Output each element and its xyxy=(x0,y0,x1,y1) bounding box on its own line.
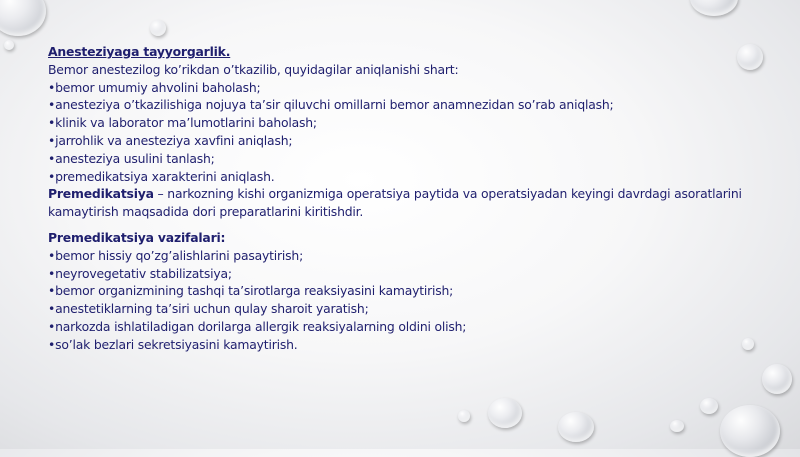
list-item: •premedikatsiya xarakterini aniqlash. xyxy=(48,168,275,184)
intro-text: Bemor anestezilog ko’rikdan o’tkazilib, quyidagilar aniqlanishi shart: xyxy=(48,61,459,77)
water-drop-decoration xyxy=(458,410,470,422)
list-item: •bemor hissiy qo’zg’alishlarini pasaytirish; xyxy=(48,247,304,263)
list-item: •bemor organizmining tashqi ta’sirotlarga reaksiyasini kamaytirish; xyxy=(48,283,454,299)
water-drop-decoration xyxy=(0,0,46,36)
water-drop-decoration xyxy=(4,40,14,50)
water-drop-decoration xyxy=(762,364,792,394)
list-item: •narkozda ishlatiladigan dorilarga allergik reaksiyalarning oldini olish; xyxy=(48,318,467,334)
water-drop-decoration xyxy=(720,405,780,457)
premed-paragraph xyxy=(48,185,768,221)
list-item: •anestetiklarning ta’siri uchun qulay sharoit yaratish; xyxy=(48,301,369,317)
list-item: •bemor umumiy ahvolini baholash; xyxy=(48,79,261,95)
list-item: •jarrohlik va anesteziya xavfini aniqlash; xyxy=(48,132,293,148)
section-heading: Anesteziyaga tayyorgarlik. xyxy=(48,44,231,59)
tasks-list xyxy=(48,247,768,354)
list-item: •klinik va laborator ma’lumotlarini baholash; xyxy=(48,115,317,131)
water-drop-decoration xyxy=(488,398,522,428)
water-drop-decoration xyxy=(150,20,166,36)
slide-content xyxy=(48,43,768,354)
premed-definition: – narkozning kishi organizmiga operatsiya paytida va operatsiyadan keyingi davrdagi asoratlarini kamaytirish maqsadida dori preparatlarini kiritishdir. xyxy=(48,186,742,220)
prep-list xyxy=(48,79,768,186)
tasks-heading: Premedikatsiya vazifalari: xyxy=(48,229,226,245)
list-item: •anesteziya o’tkazilishiga nojuya ta’sir qiluvchi omillarni bemor anamnezidan so’rab aniqlash; xyxy=(48,97,614,113)
water-drop-decoration xyxy=(690,0,738,16)
water-drop-decoration xyxy=(558,412,594,442)
water-drop-decoration xyxy=(670,420,684,432)
premed-term: Premedikatsiya xyxy=(48,186,154,202)
list-item: •anesteziya usulini tanlash; xyxy=(48,150,215,166)
list-item: •neyrovegetativ stabilizatsiya; xyxy=(48,265,232,281)
list-item: •so’lak bezlari sekretsiyasini kamaytirish. xyxy=(48,336,298,352)
water-drop-decoration xyxy=(700,398,718,414)
